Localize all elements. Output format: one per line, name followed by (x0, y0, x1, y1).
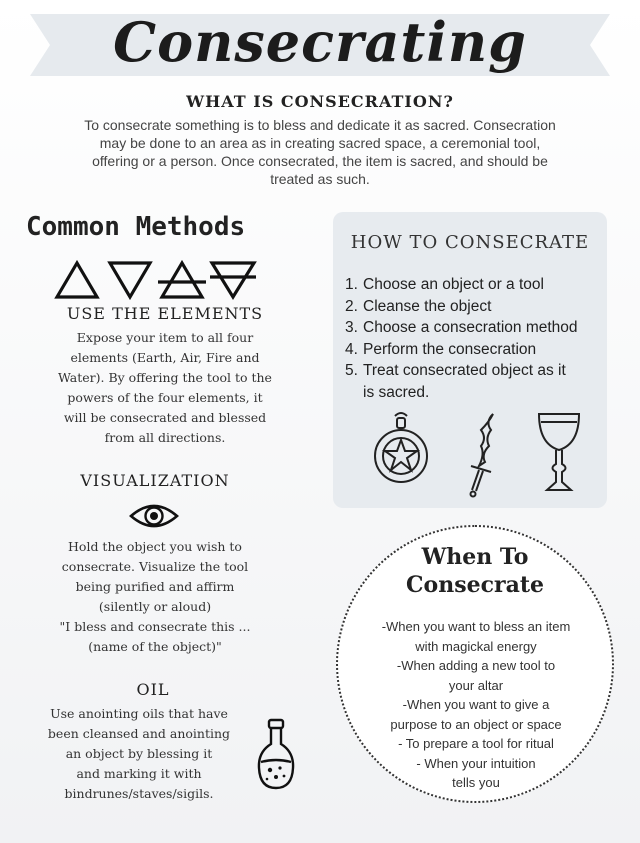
how-to-panel (333, 212, 607, 508)
oil-heading: OIL (136, 680, 170, 699)
pentacle-icon (375, 413, 427, 482)
potion-bottle-icon (256, 718, 296, 790)
step-number: 5. (345, 362, 358, 379)
elements-line: elements (Earth, Air, Fire and (70, 350, 260, 365)
air-symbol-icon (158, 263, 206, 297)
visualization-text (10, 537, 300, 657)
list-item (345, 360, 601, 382)
step-text: is sacred. (363, 383, 430, 401)
when-circle (336, 525, 614, 803)
list-item (345, 274, 601, 296)
visualization-heading: VISUALIZATION (80, 471, 230, 490)
intro-text (22, 116, 618, 188)
chalice-icon (539, 414, 579, 490)
list-item (345, 296, 601, 318)
list-item: - When your intuition (416, 755, 536, 771)
list-item (345, 382, 601, 404)
list-item: -When adding a new tool to (396, 658, 556, 673)
list-item: your altar (448, 677, 504, 693)
elements-line: Water). By offering the tool to the (58, 370, 272, 385)
oil-text (14, 704, 264, 804)
when-heading (338, 543, 612, 599)
methods-heading: Common Methods (26, 212, 246, 242)
oil-line: and marking it with (76, 766, 202, 781)
step-text: Perform the consecration (363, 340, 537, 358)
step-text: Treat consecrated object as it (363, 362, 566, 379)
dagger-icon (471, 414, 494, 497)
element-symbols (52, 260, 262, 300)
elements-line: from all directions. (104, 430, 226, 445)
visualization-line: Hold the object you wish to (68, 539, 242, 554)
water-symbol-icon (110, 263, 150, 297)
earth-symbol-icon (210, 263, 256, 297)
intro-line: offering or a person. Once consecrated, the item is sacred, and should be (92, 153, 548, 169)
list-item: -When you want to give a (402, 697, 550, 712)
elements-line: Expose your item to all four (76, 330, 254, 345)
step-text: Choose an object or a tool (363, 276, 544, 293)
ritual-tools (373, 408, 573, 498)
list-item: purpose to an object or space (390, 716, 562, 732)
elements-heading: USE THE ELEMENTS (66, 304, 264, 323)
step-number: 2. (345, 297, 358, 315)
intro-line: may be done to an area as in creating sacred space, a ceremonial tool, (99, 135, 541, 151)
visualization-line: "I bless and consecrate this ... (59, 619, 251, 634)
oil-line: been cleansed and anointing (47, 726, 231, 741)
elements-line: powers of the four elements, it (67, 390, 263, 405)
oil-line: Use anointing oils that have (50, 706, 228, 721)
how-to-heading: HOW TO CONSECRATE (350, 232, 590, 253)
visualization-line: (silently or aloud) (98, 599, 212, 614)
list-item (345, 339, 601, 361)
step-text: Cleanse the object (363, 297, 492, 315)
oil-line: an object by blessing it (65, 746, 213, 761)
when-heading-line: Consecrate (406, 572, 544, 598)
when-heading-line: When To (421, 544, 529, 570)
step-number: 3. (345, 319, 358, 336)
when-list (352, 617, 600, 793)
list-item: tells you (452, 775, 500, 790)
step-text: Choose a consecration method (363, 319, 578, 336)
visualization-line: (name of the object)" (88, 639, 222, 654)
intro-line: treated as such. (270, 171, 370, 187)
list-item: - To prepare a tool for ritual (398, 736, 554, 751)
list-item: with magickal energy (415, 638, 537, 654)
list-item: -When you want to bless an item (381, 619, 571, 634)
oil-line: bindrunes/staves/sigils. (64, 786, 214, 801)
step-number: 1. (345, 276, 358, 293)
how-to-steps (345, 274, 601, 403)
elements-line: will be consecrated and blessed (63, 410, 267, 425)
intro-line: To consecrate something is to bless and dedicate it as sacred. Consecration (84, 117, 556, 133)
visualization-line: consecrate. Visualize the tool (61, 559, 249, 574)
list-item (345, 317, 601, 339)
step-number: 4. (345, 340, 358, 358)
elements-text (20, 328, 310, 448)
visualization-line: being purified and affirm (75, 579, 235, 594)
page-title: Consecrating (113, 10, 527, 74)
fire-symbol-icon (57, 263, 97, 297)
intro-heading: WHAT IS CONSECRATION? (186, 92, 454, 111)
step-number (345, 382, 363, 404)
eye-icon (128, 500, 180, 532)
